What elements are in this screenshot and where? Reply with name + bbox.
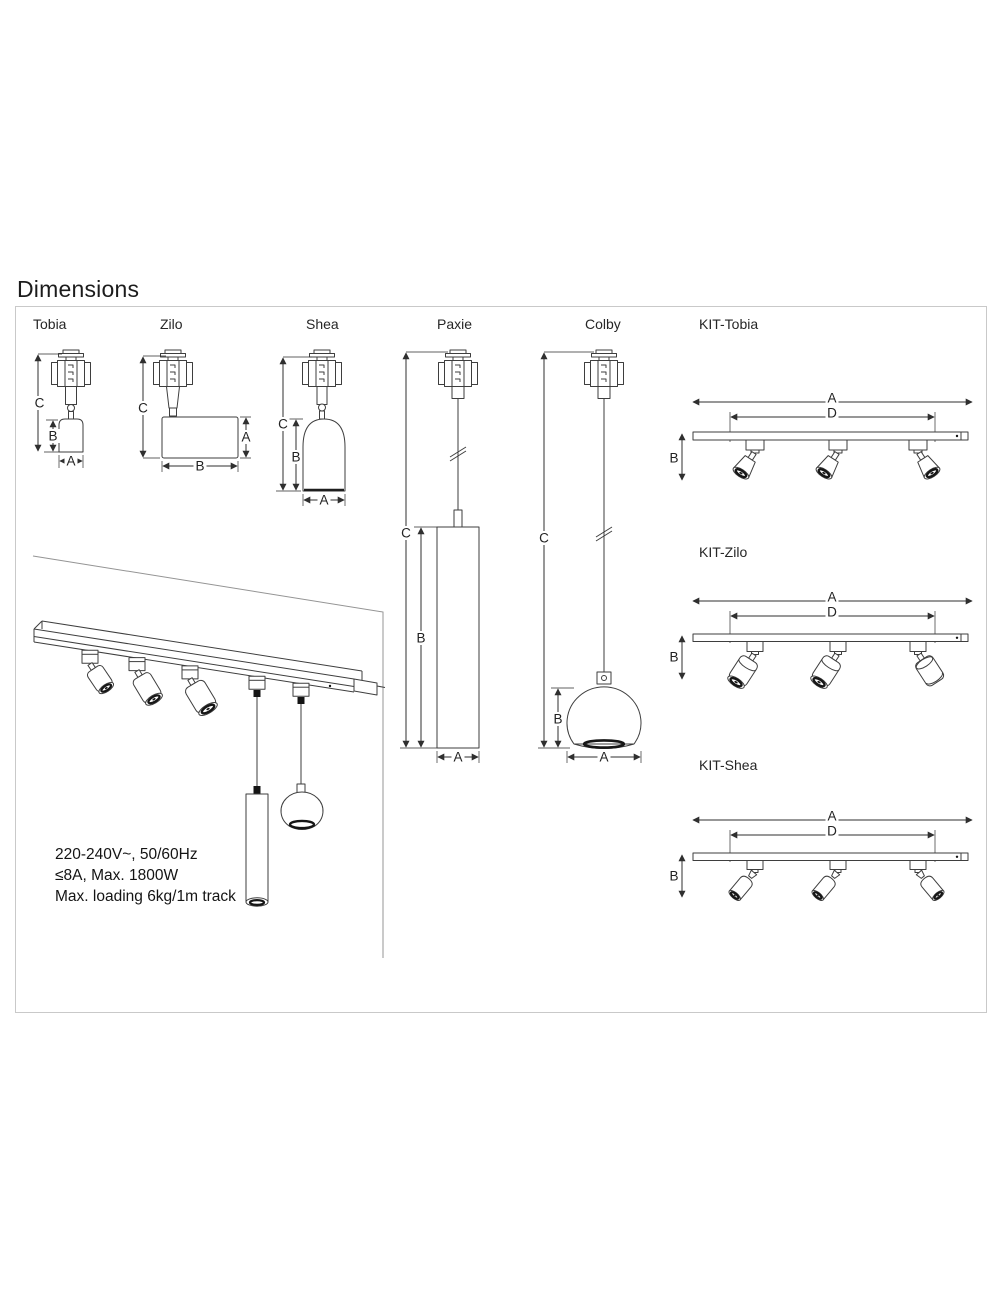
pendant-cylinder	[246, 690, 268, 906]
product-label-tobia: Tobia	[33, 316, 67, 332]
tobia-dim-c-label: C	[34, 395, 45, 411]
kit-zilo-dim-b-label: B	[669, 649, 679, 665]
spotlight-3	[181, 673, 220, 718]
paxie-dim-b-label: B	[416, 630, 426, 646]
kit-shea-dim-b-label: B	[669, 868, 679, 884]
product-label-colby: Colby	[585, 316, 621, 332]
kit-zilo-drawing	[669, 590, 972, 691]
installation-drawing	[33, 556, 385, 958]
tobia-drawing	[33, 350, 91, 469]
kit-shea-dim-a-label: A	[827, 808, 837, 824]
colby-drawing	[538, 350, 642, 765]
kit-zilo-dim-a-label: A	[827, 589, 837, 605]
product-label-paxie: Paxie	[437, 316, 473, 332]
paxie-dim-a-label: A	[453, 749, 463, 765]
wall-outline	[33, 556, 383, 958]
product-label-shea: Shea	[306, 316, 339, 332]
shea-drawing	[276, 350, 345, 508]
zilo-dim-b-label: B	[195, 458, 205, 474]
shea-dim-a-label: A	[319, 492, 329, 508]
page-title: Dimensions	[17, 276, 140, 302]
spotlight-2	[128, 666, 164, 708]
shea-dim-c-label: C	[278, 416, 288, 432]
spec-power-line: 220-240V~, 50/60Hz	[55, 846, 198, 863]
kit-zilo-dim-d-label: D	[827, 604, 837, 620]
kit-label-shea: KIT-Shea	[699, 757, 758, 773]
product-label-zilo: Zilo	[160, 316, 183, 332]
colby-dim-b-label: B	[553, 711, 563, 727]
spotlight-1	[83, 659, 116, 696]
colby-dim-c-label: C	[539, 530, 549, 546]
kit-tobia-dim-a-label: A	[827, 390, 837, 406]
kit-shea-dim-d-label: D	[827, 823, 837, 839]
colby-dim-a-label: A	[599, 749, 609, 765]
spec-current-line: ≤8A, Max. 1800W	[55, 867, 179, 884]
paxie-drawing	[400, 350, 480, 765]
zilo-drawing	[137, 350, 253, 474]
kit-tobia-dim-d-label: D	[827, 405, 837, 421]
zilo-dim-a-label: A	[241, 429, 251, 445]
kit-shea-drawing	[669, 809, 972, 903]
zilo-dim-c-label: C	[138, 400, 148, 416]
paxie-dim-c-label: C	[401, 525, 411, 541]
kit-label-zilo: KIT-Zilo	[699, 544, 748, 560]
tobia-dim-a-label: A	[66, 453, 76, 469]
kit-tobia-drawing	[669, 391, 972, 482]
tobia-dim-b-label: B	[48, 428, 58, 444]
spec-loading-line: Max. loading 6kg/1m track	[55, 888, 236, 905]
shea-dim-b-label: B	[291, 449, 301, 465]
pendant-sphere	[281, 697, 323, 830]
kit-tobia-dim-b-label: B	[669, 450, 679, 466]
kit-label-tobia: KIT-Tobia	[699, 316, 759, 332]
